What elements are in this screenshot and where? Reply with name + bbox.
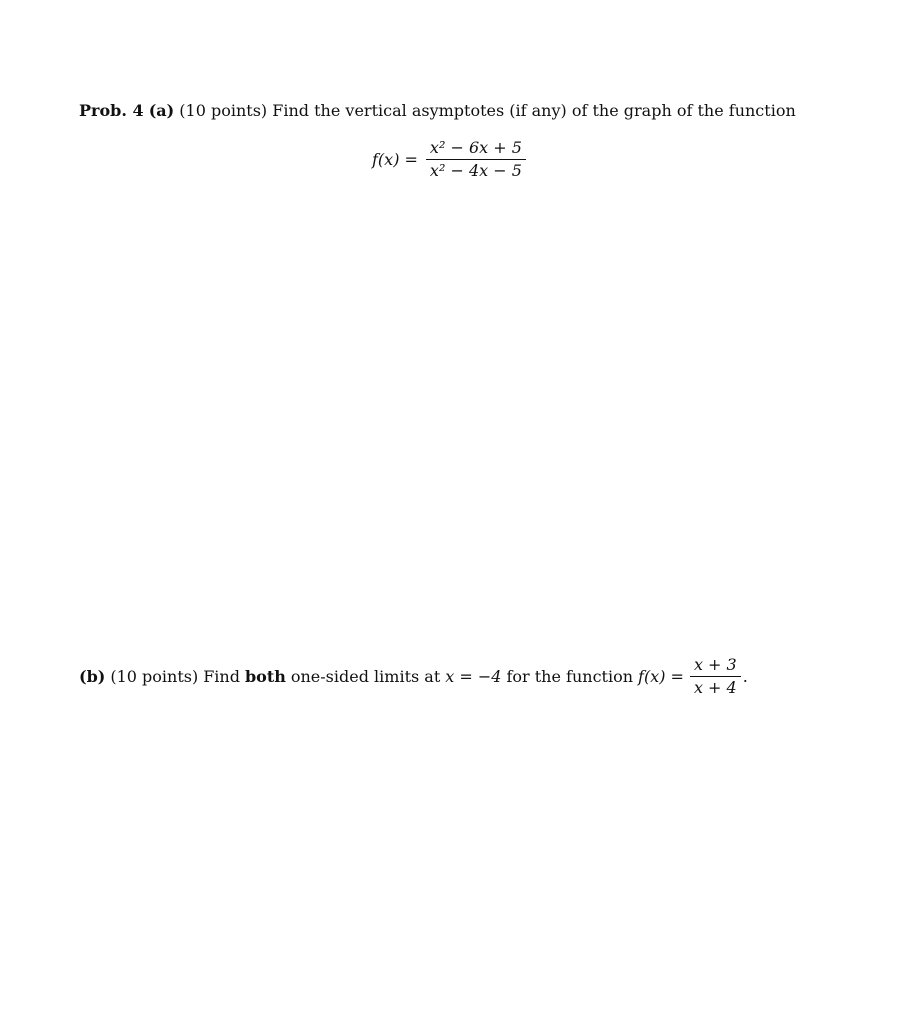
part-b-label: (b) — [79, 667, 106, 686]
part-a-points: (10 points) — [179, 101, 268, 120]
part-b-fraction — [690, 655, 741, 698]
part-a-statement — [79, 101, 796, 121]
part-a-numerator: x² − 6x + 5 — [429, 138, 522, 157]
part-b-text-before-bold: Find — [203, 667, 240, 686]
part-b-statement — [79, 655, 748, 698]
part-a-fraction-bar — [426, 159, 526, 160]
part-a-fraction — [426, 138, 526, 181]
part-b-text-for-function: for the function — [506, 667, 634, 686]
part-b-fraction-bar — [690, 676, 741, 677]
part-b-numerator: x + 3 — [693, 655, 737, 674]
part-b-denominator: x + 4 — [693, 678, 737, 697]
part-b-equation-lhs: f(x) = — [638, 667, 684, 686]
part-a-denominator: x² − 4x − 5 — [429, 161, 522, 180]
part-a-equation — [372, 138, 526, 181]
part-a-question-text: Find the vertical asymptotes (if any) of the graph of the function — [272, 101, 796, 120]
part-b-limit-point: x = −4 — [445, 667, 502, 686]
part-b-text-after-bold: one-sided limits at — [290, 667, 441, 686]
part-a-label: (a) — [148, 101, 175, 120]
part-b-bold-word: both — [244, 667, 286, 686]
problem-label: Prob. 4 — [79, 101, 144, 120]
part-b-points: (10 points) — [110, 667, 199, 686]
part-b-trailing-period: . — [742, 667, 748, 686]
part-a-equation-lhs: f(x) = — [372, 150, 418, 169]
